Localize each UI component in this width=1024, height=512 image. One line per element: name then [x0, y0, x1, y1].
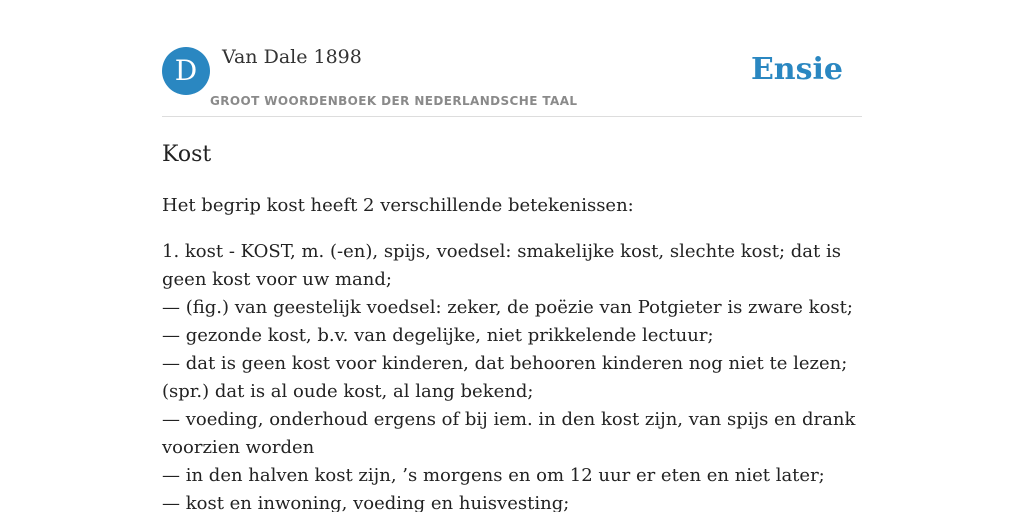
- meaning-line: — kost en inwoning, voeding en huisvesting;: [162, 493, 570, 512]
- meaning-line: 1. kost - KOST, m. (-en), spijs, voedsel: smakelijke kost, slechte kost; dat is geen kost voor uw mand;: [162, 241, 841, 290]
- meaning-line: — dat is geen kost voor kinderen, dat behooren kinderen nog niet te lezen; (spr.) dat is al oude kost, al lang bekend;: [162, 353, 848, 402]
- entry-meaning: [162, 238, 862, 512]
- meaning-line: — (fig.) van geestelijk voedsel: zeker, de poëzie van Potgieter is zware kost;: [162, 297, 853, 318]
- entry-content: [162, 140, 862, 512]
- dictionary-subtitle: GROOT WOORDENBOEK DER NEDERLANDSCHE TAAL: [210, 94, 578, 108]
- dictionary-logo[interactable]: D: [162, 47, 210, 95]
- meaning-line: — gezonde kost, b.v. van degelijke, niet prikkelende lectuur;: [162, 325, 714, 346]
- site-header: [162, 0, 862, 117]
- ensie-brand-logo[interactable]: Ensie: [750, 52, 843, 87]
- dictionary-title[interactable]: Van Dale 1898: [222, 46, 362, 68]
- entry-word-title: Kost: [162, 142, 212, 167]
- meaning-line: — voeding, onderhoud ergens of bij iem. in den kost zijn, van spijs en drank voorzien worden: [162, 409, 856, 458]
- meaning-line: — in den halven kost zijn, ’s morgens en om 12 uur er eten en niet later;: [162, 465, 825, 486]
- entry-intro: Het begrip kost heeft 2 verschillende betekenissen:: [162, 195, 634, 216]
